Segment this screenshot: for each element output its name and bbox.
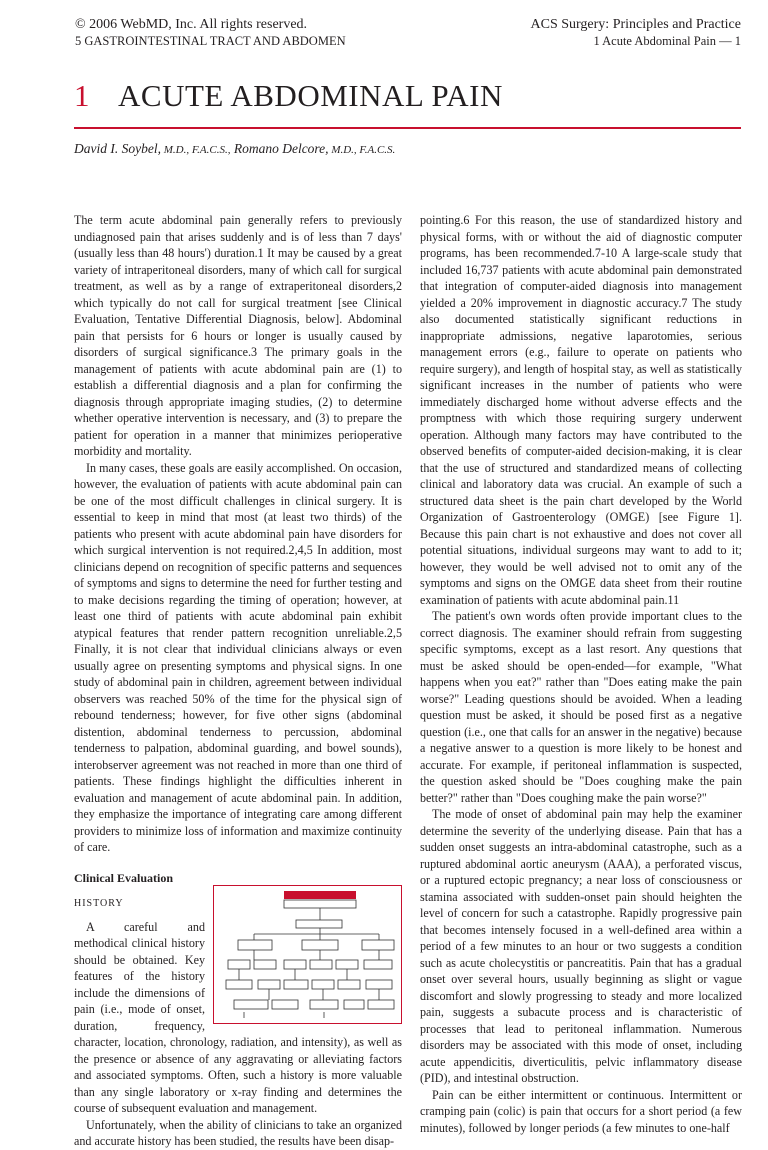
running-header-right: [531, 16, 742, 50]
copyright-line: © 2006 WebMD, Inc. All rights reserved.: [75, 17, 308, 32]
section-line: 5 GASTROINTESTINAL TRACT AND ABDOMEN: [75, 34, 346, 48]
paragraph: Unfortunately, when the ability of clinicians to take an organized and accurate history has been studied, the results have been disap-: [74, 1117, 402, 1148]
author-1-credentials: M.D., F.A.C.S.,: [160, 144, 231, 156]
book-title: ACS Surgery: Principles and Practice: [530, 17, 741, 32]
author-2-credentials: M.D., F.A.C.S.: [328, 144, 396, 156]
paragraph: The term acute abdominal pain generally refers to previously undiagnosed pain that arises suddenly and is of less than 7 days' (usually less than 48 hours') duration.1 It may be caused by a great variety of intraperitoneal disorders, many of which call for surgical treatment, as well as by a range of extraperitoneal disorders,2 which typically do not call for surgical treatment [see Clinical Evaluation, Tentative Differential Diagnosis, below]. Abdominal pain that persists for 6 hours or longer is usually caused by disorders of surgical significance.3 The primary goals in the management of patients with acute abdominal pain are (1) to establish a differential diagnosis and a plan for confirming the diagnosis through appropriate imaging studies, (2) to determine whether operative intervention is necessary, and (3) to prepare the patient for operation in a manner that minimizes perioperative morbidity and mortality.: [74, 213, 402, 458]
title-rule: [74, 127, 741, 129]
chapter-page-line: 1 Acute Abdominal Pain — 1: [593, 34, 741, 48]
subsection-heading: HISTORY: [74, 898, 124, 909]
paragraph: pointing.6 For this reason, the use of standardized history and physical forms, with or without the aid of diagnostic computer programs, has been recommended.7-10 A large-scale study that included 16,737 patients with acute abdominal pain demonstrated that integration of computer-aided diagnosis into management yielded a 20% improvement in diagnostic accuracy.7 The study also documented statistically significant reductions in inappropriate admissions, negative laparotomies, serious management errors (e.g., failure to operate on patients who require surgery), and length of hospital stay, as well as statistically significant increases in the number of patients who were immediately discharged home without adverse effects and the promptness with which those requiring surgery underwent operation. Although many factors may have contributed to the observed benefits of computer-aided decision-making, it is clear that the use of structured and standardized means of collecting clinical and laboratory data was crucial. An example of such a structured data sheet is the pain chart developed by the World Organization of Gastroenterology (OMGE) [see Figure 1]. Because this pain chart is not exhaustive and does not cover all potential situations, individual surgeons may want to add to it; however, they would be well advised not to omit any of the symptoms and signs on the OMGE data sheet from their routine examination of patients with acute abdominal pain.11: [420, 213, 742, 607]
flowchart-top-box: [284, 891, 356, 899]
author-1-name: David I. Soybel,: [74, 141, 161, 156]
paragraph: Pain can be either intermittent or continuous. Intermittent or cramping pain (colic) is pain that occurs for a short period (a few minutes), followed by longer periods (a few minutes to one-half: [420, 1087, 742, 1135]
flowchart-diagram: [214, 886, 401, 1023]
section-heading: Clinical Evaluation: [74, 870, 174, 885]
paragraph: The mode of onset of abdominal pain may help the examiner determine the severity of the underlying disease. Pain that has a sudden onset suggests an intra-abdominal catastrophe, such as a ruptured abdominal aortic aneurysm (AAA), a perforated viscus, or a ruptured ectopic pregnancy; a near loss of consciousness or stamina associated with sudden-onset pain should heighten the level of concern for such a catastrophe. Rapidly progressive pain that becomes intensely focused in a well-defined area within a period of a few minutes to an hour or two suggests a condition such as acute cholecystitis or pancreatitis. Pain that has a gradual onset over several hours, usually beginning as slight or vague discomfort and slowly progressing to steady and more localized pain, suggests a subacute process and is characteristic of processes that lead to peritoneal inflammation. Numerous disorders may be associated with this mode of onset, including acute appendicitis, diverticulitis, pelvic inflammatory disease (PID), and intestinal obstruction.: [420, 807, 742, 1085]
chapter-title: [74, 78, 503, 114]
author-2-name: Romano Delcore,: [230, 141, 329, 156]
authors-line: [74, 141, 395, 157]
running-header-left: [75, 16, 346, 50]
chapter-title-text: ACUTE ABDOMINAL PAIN: [118, 78, 503, 113]
paragraph: The patient's own words often provide important clues to the correct diagnosis. The examiner should refrain from suggesting specific symptoms, except as a last resort. Any questions that must be asked should be open-ended—for example, "What happens when you eat?" rather than "Does eating make the pain worse?" Leading questions should be avoided. When a leading question must be asked, it should be posed first as a negative question (i.e., one that calls for an answer in the negative) because a negative answer to a question is more likely to be honest and accurate. For example, if peritoneal inflammation is suspected, the question asked should be "Does coughing make the pain better?" rather than "Does coughing make the pain worse?": [420, 609, 742, 805]
right-column: [420, 212, 742, 1136]
figure-1-thumbnail[interactable]: [213, 885, 402, 1024]
chapter-number: 1: [74, 78, 90, 113]
left-column: [74, 212, 402, 1150]
paragraph: In many cases, these goals are easily accomplished. On occasion, however, the evaluation of patients with acute abdominal pain can be one of the most difficult challenges in clinical surgery. It is essential to keep in mind that most (at least two thirds) of the patients who present with acute abdominal pain have disorders for which surgical intervention is not required.2,4,5 In addition, most clinicians depend on recognition of specific patterns and sequences of symptoms and signs to determine the need for further testing and to make decisions regarding the timing of operation; however, at least one third of patients with acute abdominal pain exhibit atypical features that render pattern recognition unreliable.2,5 Finally, it is not clear that individual clinicians always or even usually agree on presenting symptoms and physical signs. In one study of abdominal pain in children, agreement between individual observers was reached 50% of the time for the physical sign of rebound tenderness; however, for five other signs (abdominal distention, abdominal tenderness to percussion, abdominal tenderness to palpation, abdominal guarding, and bowel sounds), interobserver agreement was not reached in more than one third of patients. These findings highlight the difficulties inherent in evaluation and management of acute abdominal pain. In addition, they emphasize the importance of integrating care among different providers to minimize loss of information and maximize continuity of care.: [74, 460, 402, 854]
paragraph: A careful and methodical clinical history should be obtained. Key features of the history include the dimensions of pain (i.e., mode of onset, duration, frequency, character, location, chronology, radiation, and intensity), as well as the presence or absence of any aggravating or alleviating factors and associated symptoms. Often, such a history is more valuable than any single laboratory or x-ray finding and determines the course of subsequent evaluation and management.: [74, 919, 402, 1115]
